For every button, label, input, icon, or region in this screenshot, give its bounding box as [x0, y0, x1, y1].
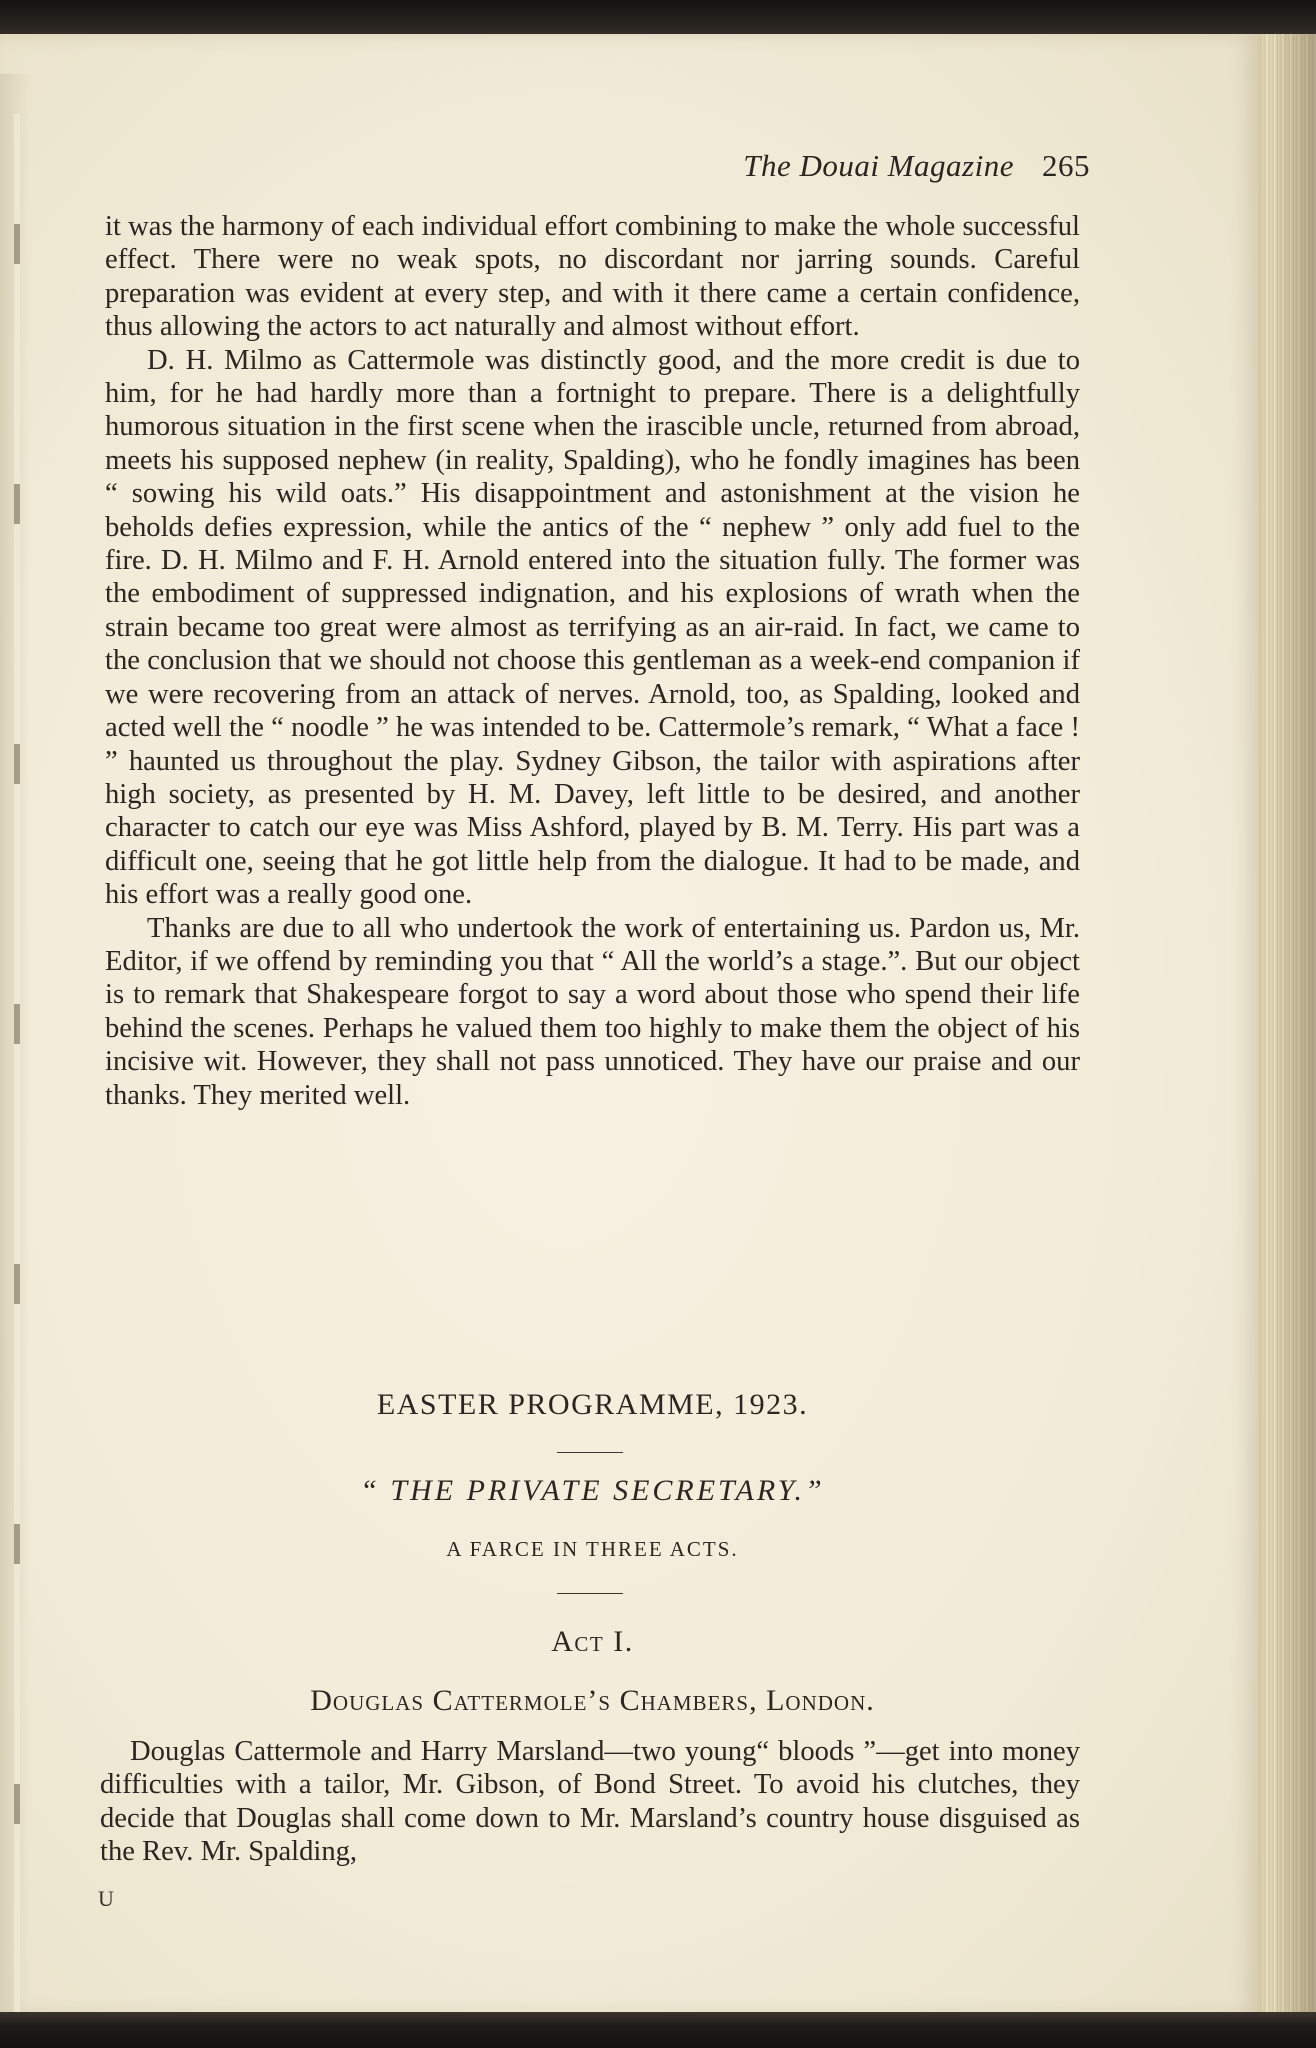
act-heading: Act I. [551, 1625, 634, 1658]
play-title: “ THE PRIVATE SECRETARY.” [360, 1474, 825, 1507]
paragraph-1: it was the harmony of each individual effort combining to make the whole successful effect. There were no weak spots, no discordant nor jarring sounds. Careful preparation was evident at every step, and with it there came a certain confidence, thus allowing the actors to act naturally and almost without effort. [105, 211, 1080, 343]
divider-rule [557, 1593, 623, 1594]
scene-heading: Douglas Cattermole’s Chambers, London. [310, 1684, 875, 1717]
page-number: 265 [1042, 148, 1090, 183]
act-synopsis: Douglas Cattermole and Harry Marsland—two young“ bloods ”—get into money difficulties with a tailor, Mr. Gibson, of Bond Street. To avoid his clutches, they decide that Douglas shall come down to Mr. Marsland’s country house disguised as the Rev. Mr. Spalding, [100, 1736, 1080, 1868]
running-head [620, 148, 1090, 184]
paragraph-3: Thanks are due to all who undertook the work of entertaining us. Pardon us, Mr. Editor, if we offend by reminding you that “ All the world’s a stage.”. But our object is to remark that Shakespeare forgot to say a word about those who spend their life behind the scenes. Perhaps he valued them too highly to make them the object of his incisive wit. However, they shall not pass unnoticed. They have our praise and our thanks. They merited well. [105, 912, 1080, 1111]
book-bottom-edge [0, 2012, 1316, 2048]
journal-title: The Douai Magazine [743, 148, 1014, 183]
divider-rule [557, 1452, 623, 1453]
play-subtitle: A FARCE IN THREE ACTS. [446, 1537, 739, 1561]
binding-marks [14, 114, 20, 2014]
programme-title: EASTER PROGRAMME, 1923. [376, 1388, 809, 1421]
paragraph-2: D. H. Milmo as Cattermole was distinctly good, and the more credit is due to him, for he had hardly more than a fortnight to prepare. There is a delightfully humorous situation in the first scene when the irascible uncle, returned from abroad, meets his supposed nephew (in reality, Spalding), who he fondly imagines has been “ sowing his wild oats.” His disappointment and astonishment at the vision he beholds defies expression, while the antics of the “ nephew ” only add fuel to the fire. D. H. Milmo and F. H. Arnold entered into the situation fully. The former was the embodiment of suppressed indignation, and his explosions of wrath when the strain became too great were almost as terrifying as an air-raid. In fact, we came to the conclusion that we should not choose this gentleman as a week-end companion if we were recovering from an attack of nerves. Arnold, too, as Spalding, looked and acted well the “ noodle ” he was intended to be. Cattermole’s remark, “ What a face ! ” haunted us throughout the play. Sydney Gibson, the tailor with aspirations after high society, as presented by H. M. Davey, left little to be desired, and another character to catch our eye was Miss Ashford, played by B. M. Terry. His part was a difficult one, seeing that he got little help from the dialogue. It had to be made, and his effort was a really good one. [105, 344, 1080, 911]
article-body [105, 210, 1080, 1112]
signature-mark: U [98, 1886, 115, 1911]
